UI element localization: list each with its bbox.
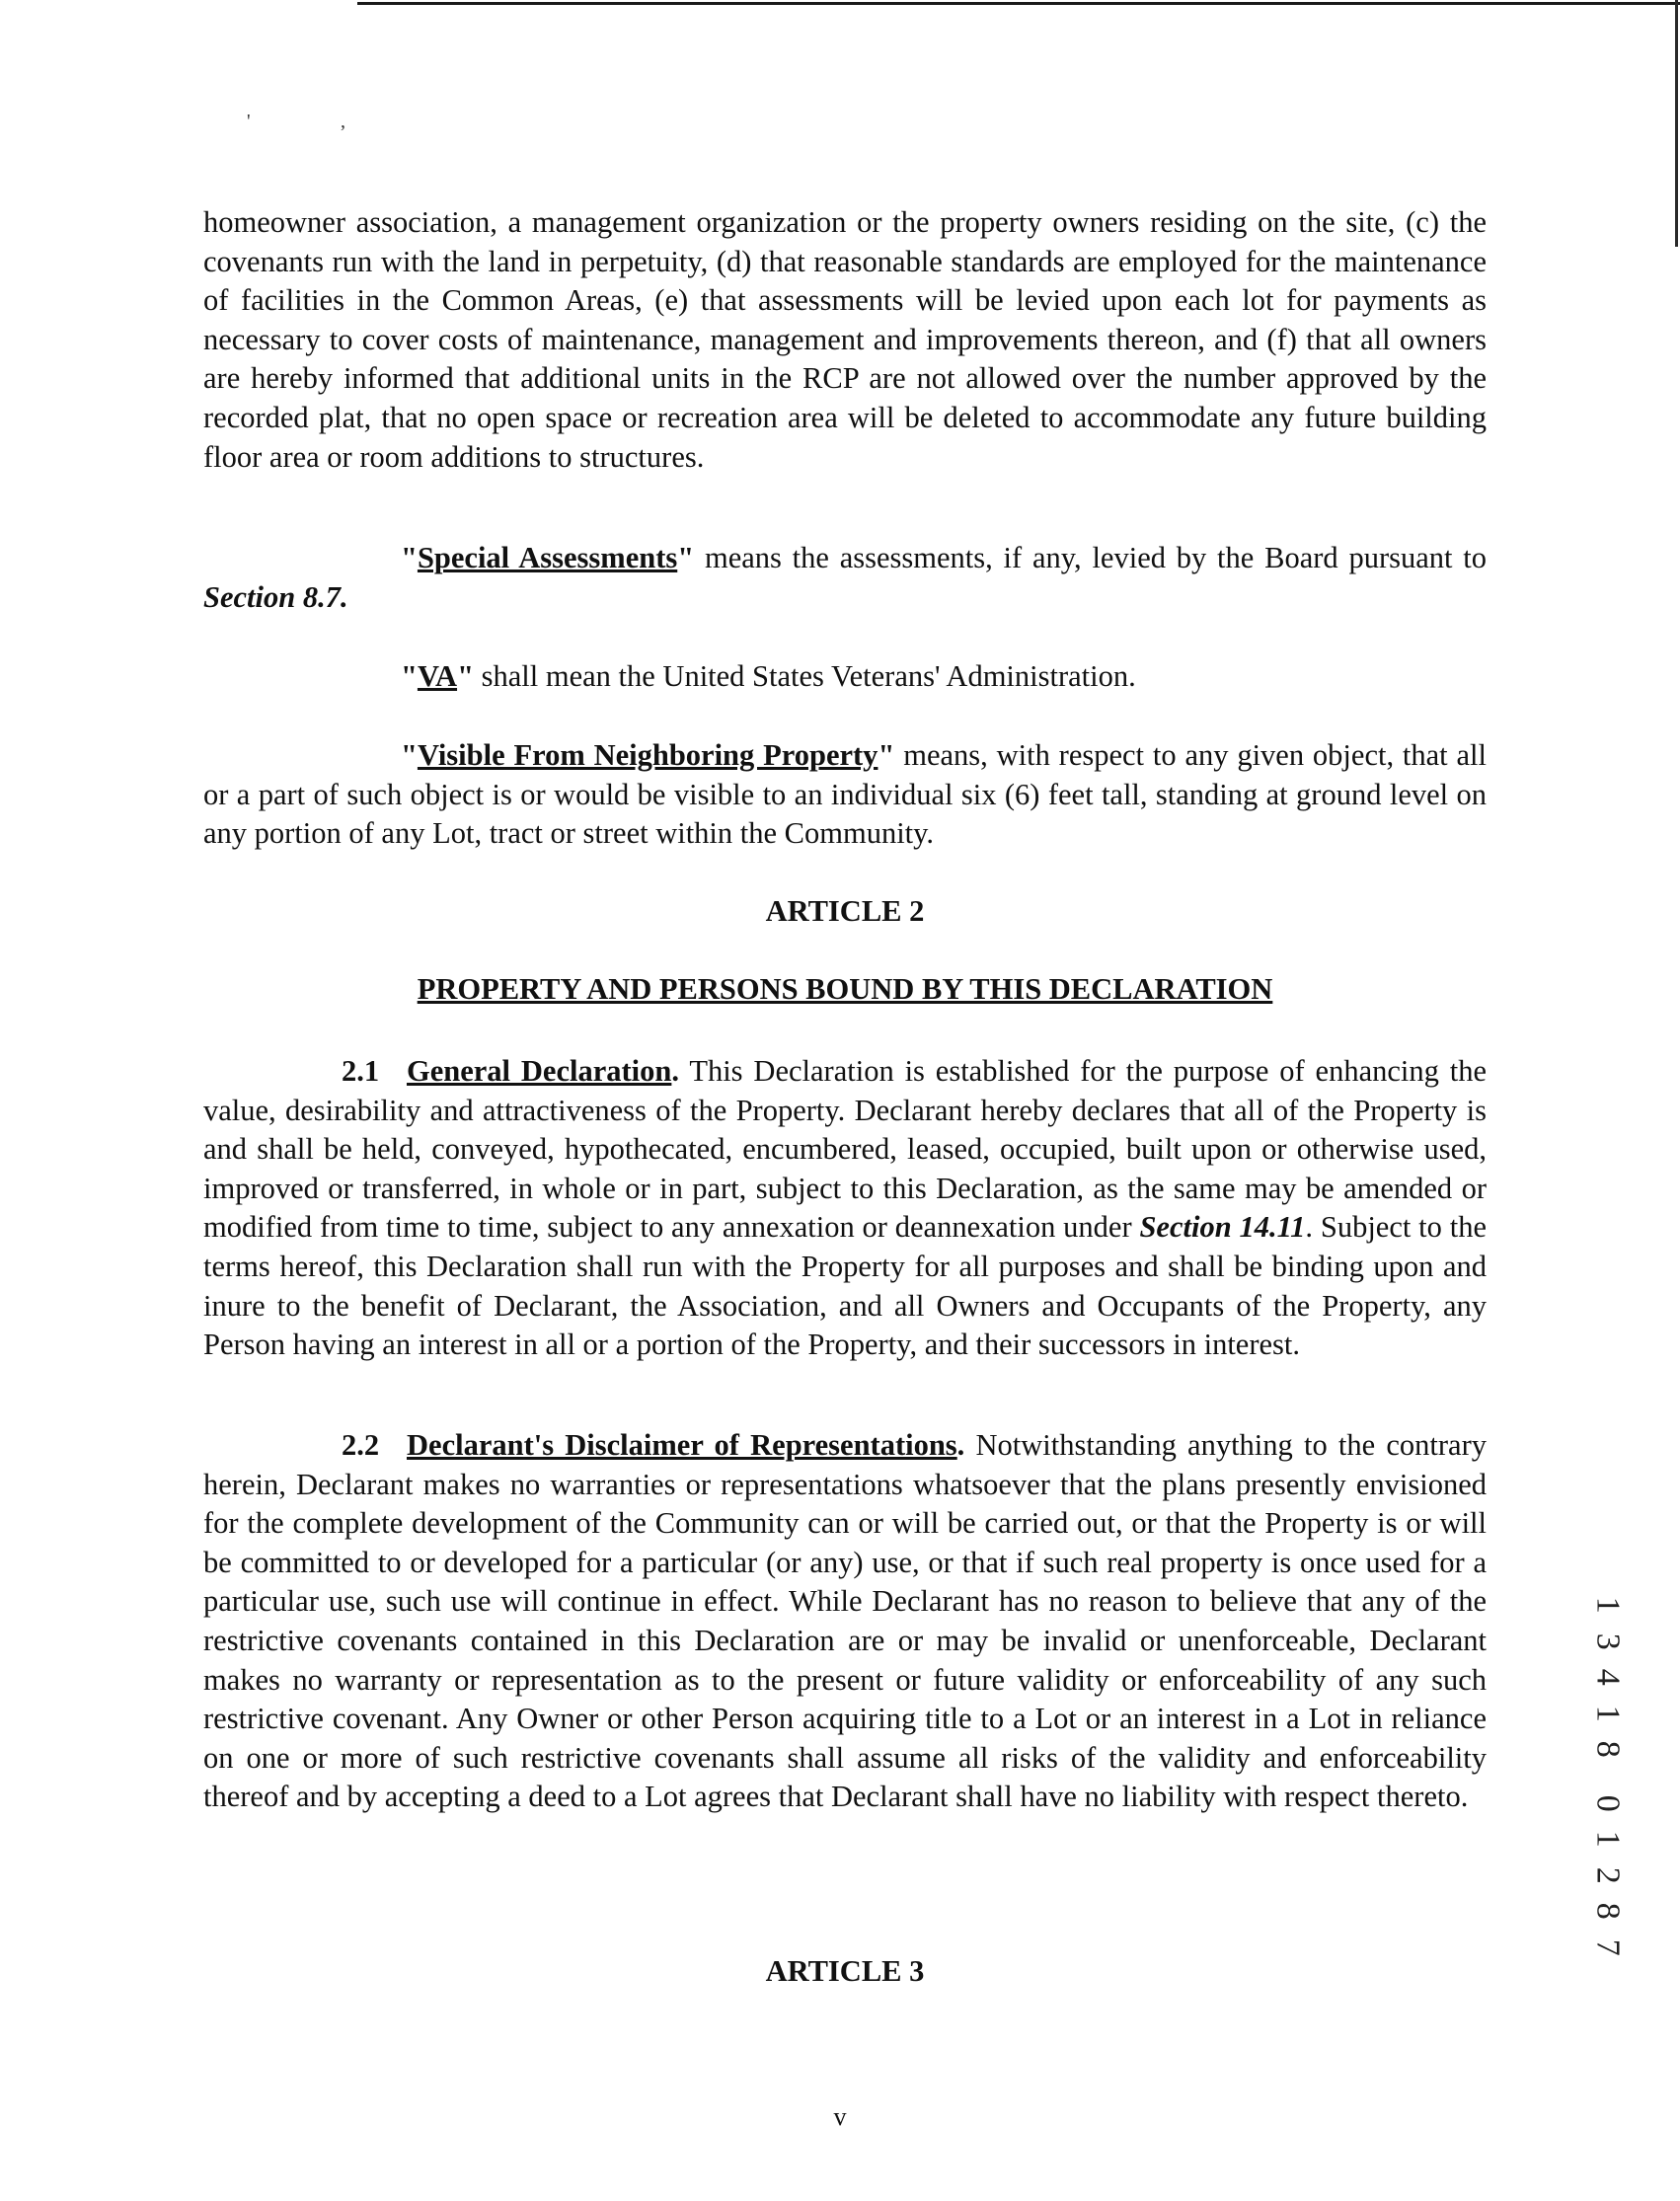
recording-number-stamp: 1 3 4 1 8 0 1 2 8 7: [1589, 1596, 1627, 1956]
article-2-title: ARTICLE 2: [765, 894, 925, 928]
page-number: v: [833, 2102, 847, 2131]
term-special-assessments: Special Assessments: [417, 541, 678, 574]
section-title-disclaimer-of-representations: Declarant's Disclaimer of Representations: [407, 1428, 957, 1462]
article-2-heading: PROPERTY AND PERSONS BOUND BY THIS DECLARATION: [417, 972, 1273, 1006]
section-2-2: 2.2 Declarant's Disclaimer of Representations. Notwithstanding anything to the contrary herein, Declarant makes no warranties or representations whatsoever that the plans presently envisioned for the complete development of the Community can or will be carried out, or that the Property is or will be committed to or developed for a particular (or any) use, or that if such real property is once used for a particular use, such use will continue in effect. While Declarant has no reason to believe that any of the restrictive covenants contained in this Declaration are or may be invalid or unenforceable, Declarant makes no warranty or representation as to the present or future validity or enforceability of any such restrictive covenant. Any Owner or other Person acquiring title to a Lot or an interest in a Lot in reliance on one or more of such restrictive covenants shall assume all risks of the validity and enforceability thereof and by accepting a deed to a Lot agrees that Declarant shall have no liability with respect thereto.: [203, 1428, 1487, 1814]
section-ref-14-11: Section 14.11: [1139, 1210, 1306, 1245]
section-title-general-declaration: General Declaration: [407, 1054, 672, 1088]
paragraph-continuation: homeowner association, a management organization or the property owners residing on the site, (c) the covenants run with the land in perpetuity, (d) that reasonable standards are employed for the maintenance of facilities in the Common Areas, (e) that assessments will be levied upon each lot for payments as necessary to cover costs of maintenance, management and improvements thereon, and (f) that all owners are hereby informed that additional units in the RCP are not allowed over the number approved by the recorded plat, that no open space or recreation area will be deleted to accommodate any future building floor area or room additions to structures.: [203, 205, 1487, 474]
definition-va: "VA" shall mean the United States Veterans' Administration.: [401, 659, 1136, 693]
right-border-rule: [1675, 0, 1678, 247]
section-2-1: 2.1 General Declaration. This Declaration is established for the purpose of enhancing the value, desirability and attractiveness of the Property. Declarant hereby declares that all of the Property is and shall be held, conveyed, hypothecated, encumbered, leased, occupied, built upon or otherwise used, improved or transferred, in whole or in part, subject to this Declaration, as the same may be amended or modified from time to time, subject to any annexation or deannexation under Section 14.11. Subject to the terms hereof, this Declaration shall run with the Property for all purposes and shall be binding upon and inure to the benefit of Declarant, the Association, and all Owners and Occupants of the Property, any Person having an interest in all or a portion of the Property, and their successors in interest.: [203, 1054, 1488, 1362]
section-number: 2.2: [342, 1428, 380, 1462]
term-va: VA: [417, 659, 458, 693]
article-3-title: ARTICLE 3: [765, 1954, 925, 1988]
definition-visible-from-neighboring-property: "Visible From Neighboring Property" means, with respect to any given object, that all or a part of such object is or would be visible to an individual six (6) feet tall, standing at ground level on any portion of any Lot, tract or street within the Community.: [203, 738, 1487, 851]
section-number: 2.1: [342, 1054, 380, 1088]
definition-special-assessments: "Special Assessments" means the assessments, if any, levied by the Board pursuant to Section 8.7.: [203, 541, 1487, 614]
top-border-rule: [357, 2, 1680, 5]
section-ref-8-7: Section 8.7: [203, 579, 341, 614]
term-visible-from-neighboring-property: Visible From Neighboring Property: [417, 738, 878, 772]
